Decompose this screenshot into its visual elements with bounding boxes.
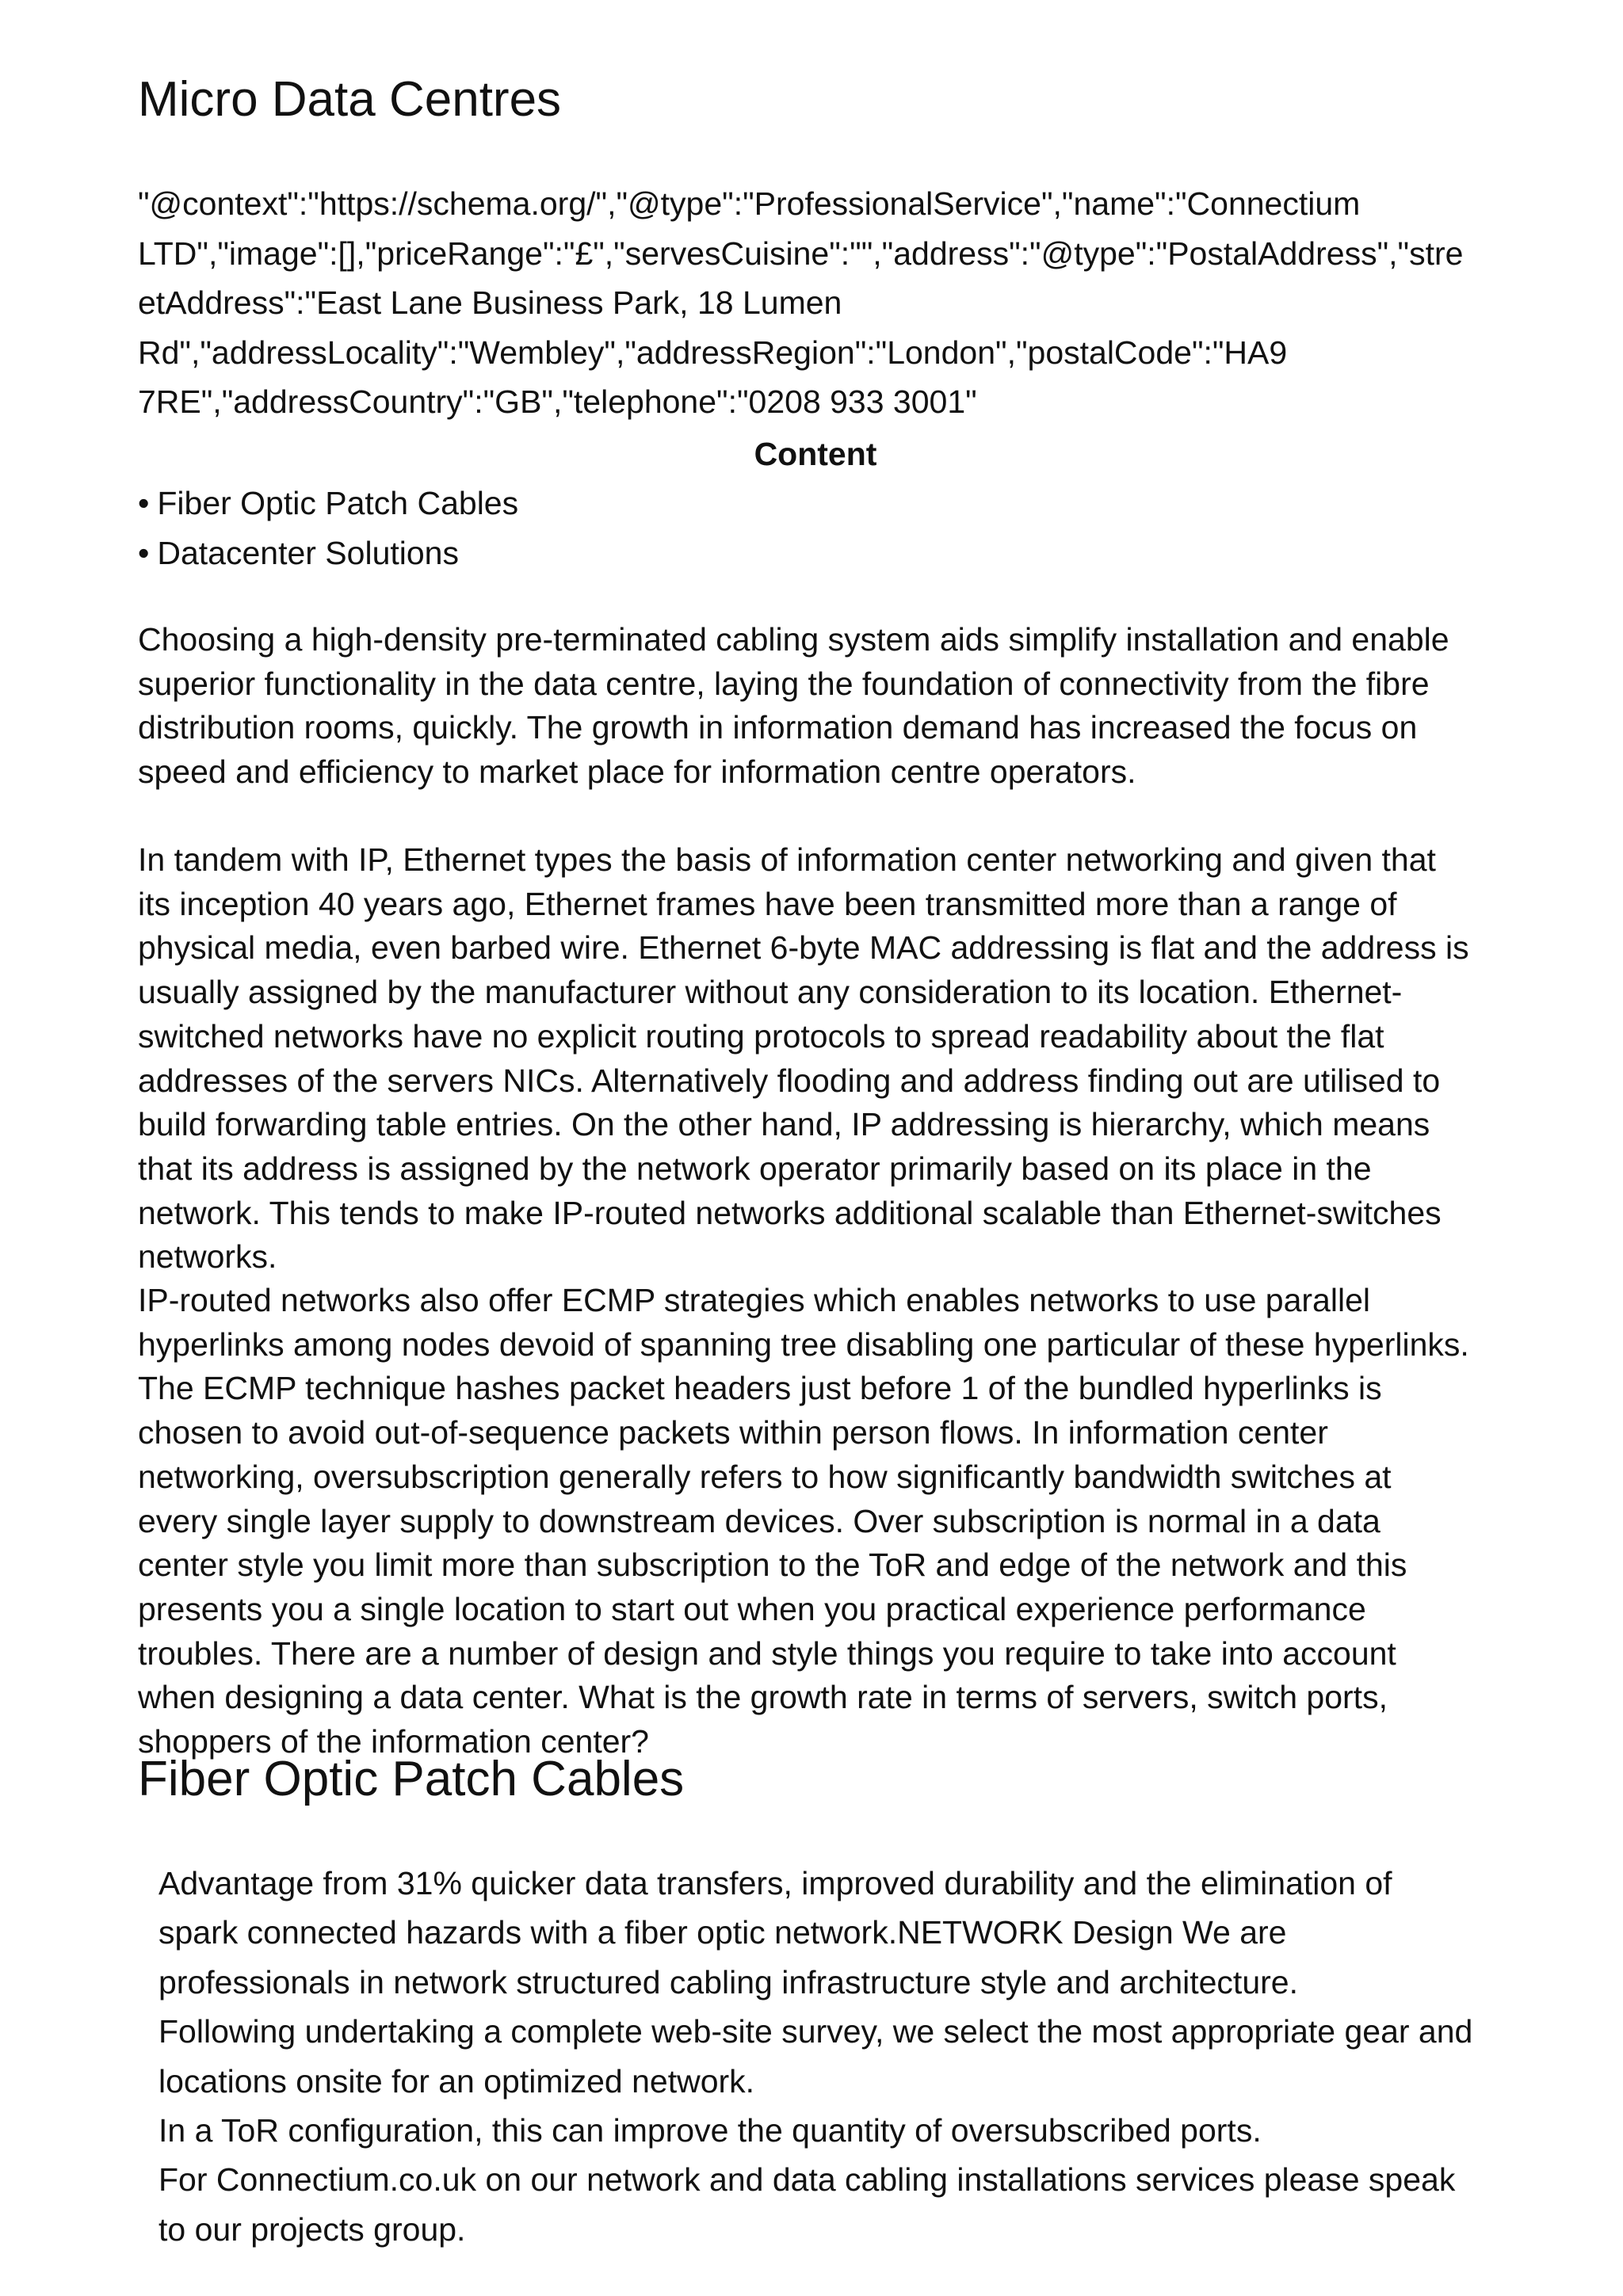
paragraph-line: networking, oversubscription generally refers to how significantly bandwidth switches at bbox=[138, 1458, 1392, 1495]
schema-line: 7RE","addressCountry":"GB","telephone":"0208 933 3001" bbox=[138, 383, 977, 420]
paragraph-line: usually assigned by the manufacturer without any consideration to its location. Ethernet- bbox=[138, 974, 1403, 1011]
section-body bbox=[158, 1859, 1493, 2254]
ecmp-paragraph bbox=[138, 1279, 1493, 1764]
paragraph-line: switched networks have no explicit routing protocols to spread readability about the flat bbox=[138, 1017, 1384, 1055]
schema-markup-text bbox=[138, 179, 1493, 427]
schema-line: Rd","addressLocality":"Wembley","addressRegion":"London","postalCode":"HA9 bbox=[138, 334, 1288, 371]
section-line: In a ToR configuration, this can improve the quantity of oversubscribed ports. bbox=[158, 2112, 1262, 2149]
paragraph-line: The ECMP technique hashes packet headers just before 1 of the bundled hyperlinks is bbox=[138, 1370, 1382, 1407]
paragraph-line: build forwarding table entries. On the other hand, IP addressing is hierarchy, which means bbox=[138, 1106, 1430, 1143]
bullet-icon: • bbox=[138, 534, 150, 571]
toc-item-fiber-optic-patch-cables[interactable] bbox=[138, 479, 518, 528]
paragraph-line: Choosing a high-density pre-terminated cabling system aids simplify installation and enable bbox=[138, 621, 1449, 658]
paragraph-line: chosen to avoid out-of-sequence packets within person flows. In information center bbox=[138, 1414, 1328, 1451]
section-line: For Connectium.co.uk on our network and data cabling installations services please speak bbox=[158, 2161, 1456, 2199]
paragraph-line: presents you a single location to start out when you practical experience performance bbox=[138, 1590, 1366, 1627]
toc-list bbox=[138, 479, 518, 578]
paragraph-line: shoppers of the information center? bbox=[138, 1723, 649, 1760]
paragraph-line: In tandem with IP, Ethernet types the basis of information center networking and given that bbox=[138, 841, 1436, 878]
intro-paragraph bbox=[138, 618, 1493, 795]
paragraph-line: troubles. There are a number of design and style things you require to take into account bbox=[138, 1634, 1396, 1672]
toc-heading: Content bbox=[754, 436, 877, 472]
toc-item-label[interactable]: Fiber Optic Patch Cables bbox=[157, 485, 519, 521]
section-line: professionals in network structured cabling infrastructure style and architecture. bbox=[158, 1963, 1298, 2000]
toc-item-datacenter-solutions[interactable] bbox=[138, 528, 518, 578]
paragraph-line: that its address is assigned by the network operator primarily based on its place in the bbox=[138, 1150, 1372, 1187]
paragraph-line: physical media, even barbed wire. Ethernet 6-byte MAC addressing is flat and the address is bbox=[138, 929, 1469, 967]
paragraph-line: when designing a data center. What is the growth rate in terms of servers, switch ports, bbox=[138, 1679, 1388, 1716]
section-line: to our projects group. bbox=[158, 2210, 466, 2248]
schema-line: etAddress":"East Lane Business Park, 18 Lumen bbox=[138, 284, 842, 321]
paragraph-line: superior functionality in the data centre, laying the foundation of connectivity from the fibre bbox=[138, 665, 1430, 702]
section-title-fiber-optic-patch-cables: Fiber Optic Patch Cables bbox=[138, 1752, 685, 1806]
section-line: locations onsite for an optimized network. bbox=[158, 2062, 755, 2100]
paragraph-line: every single layer supply to downstream devices. Over subscription is normal in a data bbox=[138, 1502, 1381, 1539]
ethernet-paragraph bbox=[138, 838, 1493, 1280]
paragraph-line: networks. bbox=[138, 1238, 277, 1276]
paragraph-line: addresses of the servers NICs. Alternatively flooding and address finding out are utilised to bbox=[138, 1062, 1441, 1099]
schema-line: "@context":"https://schema.org/","@type":"ProfessionalService","name":"Connectium bbox=[138, 185, 1361, 222]
bullet-icon: • bbox=[138, 485, 150, 521]
paragraph-line: its inception 40 years ago, Ethernet frames have been transmitted more than a range of bbox=[138, 885, 1397, 922]
paragraph-line: IP-routed networks also offer ECMP strategies which enables networks to use parallel bbox=[138, 1282, 1370, 1318]
paragraph-line: speed and efficiency to market place for information centre operators. bbox=[138, 753, 1136, 791]
paragraph-line: distribution rooms, quickly. The growth in information demand has increased the focus on bbox=[138, 709, 1418, 746]
section-line: Advantage from 31% quicker data transfers, improved durability and the elimination of bbox=[158, 1865, 1392, 1901]
toc-item-label[interactable]: Datacenter Solutions bbox=[157, 534, 459, 571]
paragraph-line: center style you limit more than subscription to the ToR and edge of the network and this bbox=[138, 1547, 1407, 1584]
page-title: Micro Data Centres bbox=[138, 72, 562, 127]
section-line: Following undertaking a complete web-site survey, we select the most appropriate gear and bbox=[158, 2013, 1473, 2050]
paragraph-line: network. This tends to make IP-routed networks additional scalable than Ethernet-switches bbox=[138, 1194, 1442, 1231]
section-line: spark connected hazards with a fiber optic network.NETWORK Design We are bbox=[158, 1914, 1287, 1951]
paragraph-line: hyperlinks among nodes devoid of spanning tree disabling one particular of these hyperlinks. bbox=[138, 1325, 1469, 1363]
schema-line: LTD","image":[],"priceRange":"£","servesCuisine":"","address":"@type":"PostalAddress","stre bbox=[138, 235, 1464, 272]
